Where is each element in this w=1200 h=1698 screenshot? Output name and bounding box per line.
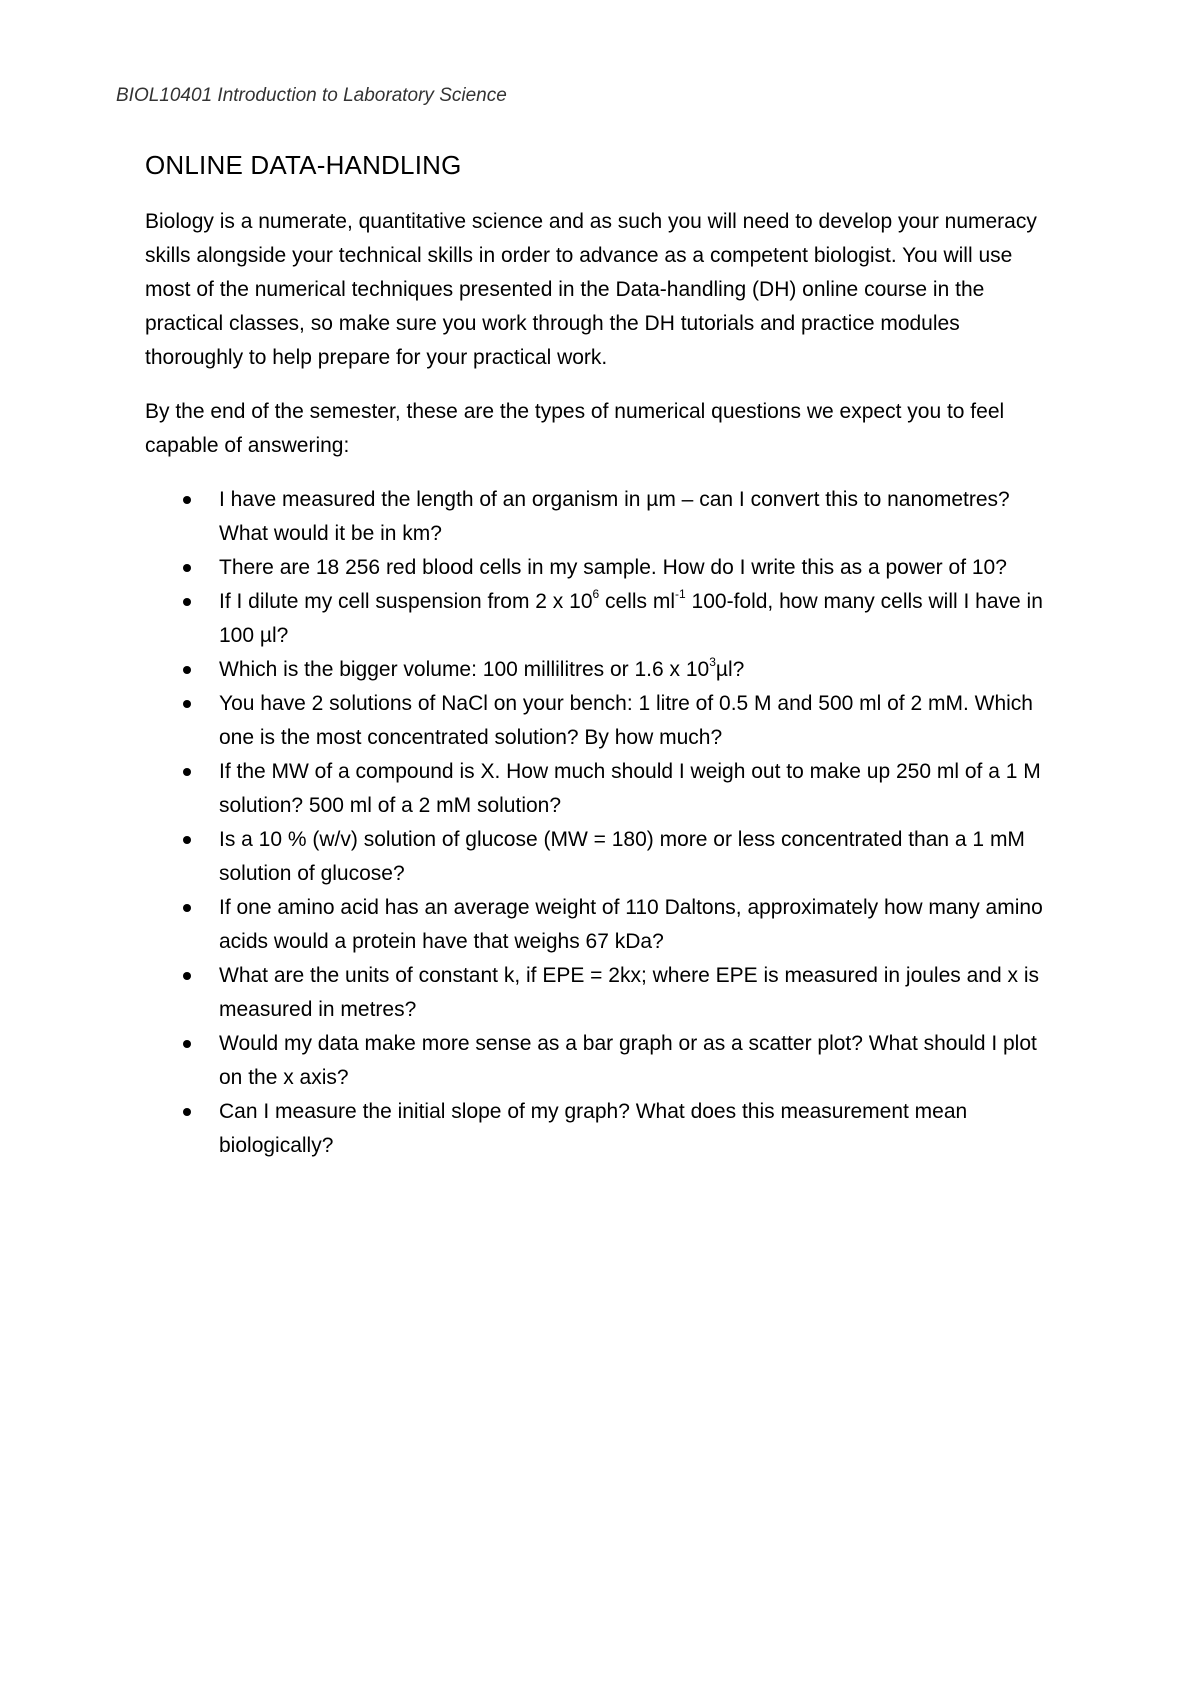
question-text: If the MW of a compound is X. How much should I weigh out to make up 250 ml of a 1 M solution? 500 ml of a 2 mM solution? (219, 760, 1041, 817)
superscript: -1 (675, 587, 686, 601)
question-list (145, 483, 1050, 1163)
bullet-icon (183, 904, 191, 912)
bullet-icon (183, 1040, 191, 1048)
page-title: ONLINE DATA-HANDLING (145, 150, 462, 180)
list-item (145, 959, 1050, 1027)
question-text: If one amino acid has an average weight of 110 Daltons, approximately how many amino acids would a protein have that weighs 67 kDa? (219, 896, 1043, 953)
list-item (145, 755, 1050, 823)
bullet-icon (183, 768, 191, 776)
list-item (145, 687, 1050, 755)
bullet-icon (183, 496, 191, 504)
question-text-middle: cells ml (599, 590, 676, 613)
list-item (145, 653, 1050, 687)
bullet-icon (183, 700, 191, 708)
question-text: There are 18 256 red blood cells in my sample. How do I write this as a power of 10? (219, 556, 1007, 579)
question-text: Would my data make more sense as a bar graph or as a scatter plot? What should I plot on the x axis? (219, 1032, 1037, 1089)
question-text-end: 100-fold, how many cells will I have in 100 µl? (219, 590, 1043, 647)
question-text: Is a 10 % (w/v) solution of glucose (MW = 180) more or less concentrated than a 1 mM solution of glucose? (219, 828, 1025, 885)
running-header: BIOL10401 Introduction to Laboratory Science (116, 85, 507, 106)
bullet-icon (183, 666, 191, 674)
superscript: 3 (709, 655, 716, 669)
bullet-icon (183, 836, 191, 844)
list-item (145, 1027, 1050, 1095)
question-text-end: µl? (715, 658, 745, 681)
list-item (145, 891, 1050, 959)
question-text: I have measured the length of an organism in µm – can I convert this to nanometres? What would it be in km? (219, 488, 1010, 545)
list-item (145, 585, 1050, 653)
question-text: What are the units of constant k, if EPE = 2kx; where EPE is measured in joules and x is measured in metres? (219, 964, 1039, 1021)
bullet-icon (183, 1108, 191, 1116)
superscript: 6 (592, 587, 600, 601)
question-text: Can I measure the initial slope of my graph? What does this measurement mean biologically? (219, 1100, 968, 1157)
question-text-start: If I dilute my cell suspension from 2 x 10 (219, 590, 593, 613)
question-text-start: Which is the bigger volume: 100 millilitres or 1.6 x 10 (219, 658, 710, 681)
question-text: You have 2 solutions of NaCl on your bench: 1 litre of 0.5 M and 500 ml of 2 mM. Which one is the most concentrated solution? By how much? (219, 692, 1033, 749)
list-item (145, 483, 1050, 551)
list-item (145, 551, 1050, 585)
intro-paragraph: Biology is a numerate, quantitative science and as such you will need to develop your numeracy skills alongside your technical skills in order to advance as a competent biologist. You will use most of the numerical techniques presented in the Data-handling (DH) online course in the practical classes, so make sure you work through the DH tutorials and practice modules thoroughly to help prepare for your practical work. (145, 210, 1037, 369)
lead-in-paragraph: By the end of the semester, these are the types of numerical questions we expect you to feel capable of answering: (145, 400, 1005, 457)
document-body (145, 150, 1050, 1163)
bullet-icon (183, 598, 191, 606)
bullet-icon (183, 564, 191, 572)
list-item (145, 823, 1050, 891)
bullet-icon (183, 972, 191, 980)
list-item (145, 1095, 1050, 1163)
